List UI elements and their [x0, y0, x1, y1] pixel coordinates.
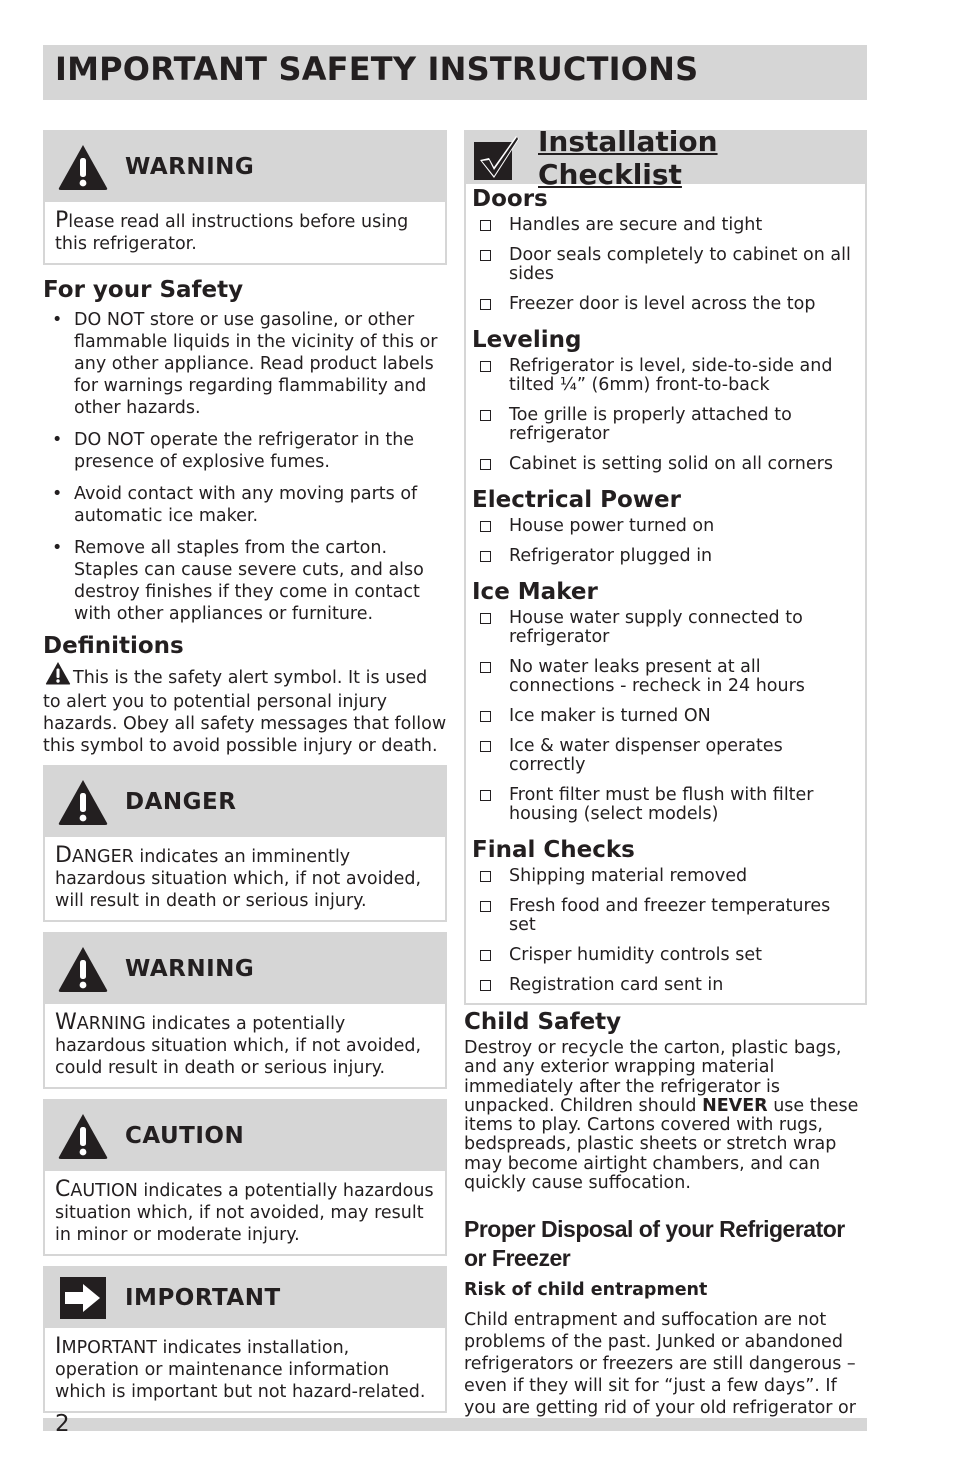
- checkbox-icon: [480, 790, 491, 801]
- caution-header: [45, 1101, 445, 1171]
- checkbox-icon: [480, 299, 491, 310]
- checkmark-icon: [472, 134, 522, 182]
- checklist-item: Refrigerator is level, side-to-side and tilted ¼” (6mm) front-to-back: [472, 357, 859, 395]
- installation-checklist-box: [464, 125, 867, 1005]
- checkbox-icon: [480, 220, 491, 231]
- child-safety-text: Destroy or recycle the carton, plastic bags, and any exterior wrapping material immediately after the refrigerator is unpacked. Children should NEVER use these items to play. Cartons covered with rugs, bedspreads, plastic sheets or stretch wrap may become airtight chambers, and can quickly cause suffocation.: [464, 1038, 859, 1194]
- checkbox-icon: [480, 521, 491, 532]
- safety-alert-icon: [43, 661, 73, 691]
- important-title: IMPORTANT: [125, 1285, 281, 1311]
- checkbox-icon: [480, 980, 491, 991]
- checklist-item: Cabinet is setting solid on all corners: [472, 455, 859, 474]
- checklist-item: Refrigerator plugged in: [472, 547, 859, 566]
- caution-text: CAUTION indicates a potentially hazardous situation which, if not avoided, may result in minor or moderate injury.: [55, 1177, 434, 1245]
- footer-bar: [43, 1418, 867, 1431]
- checklist-content: [466, 184, 865, 1003]
- left-column: [43, 130, 447, 1423]
- caution-title: CAUTION: [125, 1123, 245, 1149]
- ice-maker-list: [472, 609, 859, 824]
- checklist-item: Toe grille is properly attached to refrigerator: [472, 406, 859, 444]
- list-item: • DO NOT operate the refrigerator in the presence of explosive fumes.: [43, 429, 447, 473]
- list-item: • DO NOT store or use gasoline, or other flammable liquids in the vicinity of this or any other appliance. Read product labels for warnings regarding flammability and other hazards.: [43, 309, 447, 419]
- installation-checklist-header: [466, 125, 865, 191]
- warning-definition-text: WARNING indicates a potentially hazardous situation which, if not avoided, could result in death or serious injury.: [55, 1010, 422, 1078]
- checklist-item: Ice maker is turned ON: [472, 707, 859, 726]
- checklist-item: Ice & water dispenser operates correctly: [472, 737, 859, 775]
- checkbox-icon: [480, 950, 491, 961]
- checkbox-icon: [480, 741, 491, 752]
- list-item: • Avoid contact with any moving parts of automatic ice maker.: [43, 483, 447, 527]
- checkbox-icon: [480, 361, 491, 372]
- definitions-text: This is the safety alert symbol. It is used to alert you to potential personal injury hazards. Obey all safety messages that follow this symbol to avoid possible injury or death.: [43, 661, 447, 757]
- checkbox-icon: [480, 250, 491, 261]
- danger-title: DANGER: [125, 789, 237, 815]
- list-item: • Remove all staples from the carton. Staples can cause severe cuts, and also destroy finishes if they come in contact with other appliances or furniture.: [43, 537, 447, 625]
- warning-intro-box: [43, 130, 447, 265]
- proper-disposal-text: Child entrapment and suffocation are not problems of the past. Junked or abandoned refrigerators or freezers are still dangerous – even if they will sit for “just a few days”. If you are getting rid of your old refrigerator or: [464, 1310, 856, 1419]
- warning-definition-header: [45, 934, 445, 1004]
- important-box: [43, 1266, 447, 1413]
- electrical-power-heading: Electrical Power: [472, 487, 681, 513]
- warning-definition-box: [43, 932, 447, 1089]
- checklist-item: Registration card sent in: [472, 976, 859, 995]
- checklist-item: Freezer door is level across the top: [472, 295, 859, 314]
- checklist-item: Shipping material removed: [472, 867, 859, 886]
- checkbox-icon: [480, 871, 491, 882]
- child-safety-heading: Child Safety: [464, 1009, 622, 1035]
- warning-intro-text: Please read all instructions before using this refrigerator.: [55, 208, 409, 254]
- for-your-safety-heading: For your Safety: [43, 277, 244, 303]
- checklist-item: No water leaks present at all connections - recheck in 24 hours: [472, 658, 859, 696]
- checkbox-icon: [480, 901, 491, 912]
- warning-triangle-icon: [57, 1111, 109, 1161]
- page-number: 2: [55, 1411, 70, 1437]
- checklist-item: House water supply connected to refrigerator: [472, 609, 859, 647]
- warning-intro-header: [45, 132, 445, 202]
- important-header: [45, 1268, 445, 1328]
- warning-triangle-icon: [57, 142, 109, 192]
- danger-text: DANGER indicates an imminently hazardous situation which, if not avoided, will result in death or serious injury.: [55, 843, 422, 911]
- proper-disposal-heading: Proper Disposal of your Refrigerator or Freezer: [464, 1216, 845, 1272]
- important-text: IMPORTANT indicates installation, operation or maintenance information which is important but not hazard-related.: [55, 1334, 426, 1402]
- doors-heading: Doors: [472, 186, 548, 212]
- checklist-item: House power turned on: [472, 517, 859, 536]
- checkbox-icon: [480, 613, 491, 624]
- warning-definition-title: WARNING: [125, 956, 255, 982]
- checkbox-icon: [480, 410, 491, 421]
- checklist-item: Crisper humidity controls set: [472, 946, 859, 965]
- checkbox-icon: [480, 711, 491, 722]
- definitions-heading: Definitions: [43, 633, 184, 659]
- warning-triangle-icon: [57, 777, 109, 827]
- checkbox-icon: [480, 662, 491, 673]
- title-banner: [43, 45, 867, 100]
- arrow-right-icon: [57, 1273, 109, 1323]
- right-column: [464, 125, 867, 1419]
- danger-box: [43, 765, 447, 922]
- danger-header: [45, 767, 445, 837]
- page-title: IMPORTANT SAFETY INSTRUCTIONS: [55, 50, 699, 88]
- installation-checklist-title: Installation Checklist: [538, 125, 718, 191]
- checklist-item: Door seals completely to cabinet on all sides: [472, 246, 859, 284]
- final-checks-list: [472, 867, 859, 995]
- final-checks-heading: Final Checks: [472, 837, 635, 863]
- checkbox-icon: [480, 551, 491, 562]
- risk-of-child-entrapment-heading: Risk of child entrapment: [464, 1280, 708, 1301]
- checklist-item: Front filter must be flush with filter housing (select models): [472, 786, 859, 824]
- warning-triangle-icon: [57, 944, 109, 994]
- safety-list: [43, 309, 447, 625]
- checklist-item: Handles are secure and tight: [472, 216, 859, 235]
- checklist-item: Fresh food and freezer temperatures set: [472, 897, 859, 935]
- electrical-power-list: [472, 517, 859, 566]
- ice-maker-heading: Ice Maker: [472, 579, 598, 605]
- checkbox-icon: [480, 459, 491, 470]
- doors-list: [472, 216, 859, 314]
- leveling-heading: Leveling: [472, 327, 582, 353]
- caution-box: [43, 1099, 447, 1256]
- warning-intro-title: WARNING: [125, 154, 255, 180]
- leveling-list: [472, 357, 859, 474]
